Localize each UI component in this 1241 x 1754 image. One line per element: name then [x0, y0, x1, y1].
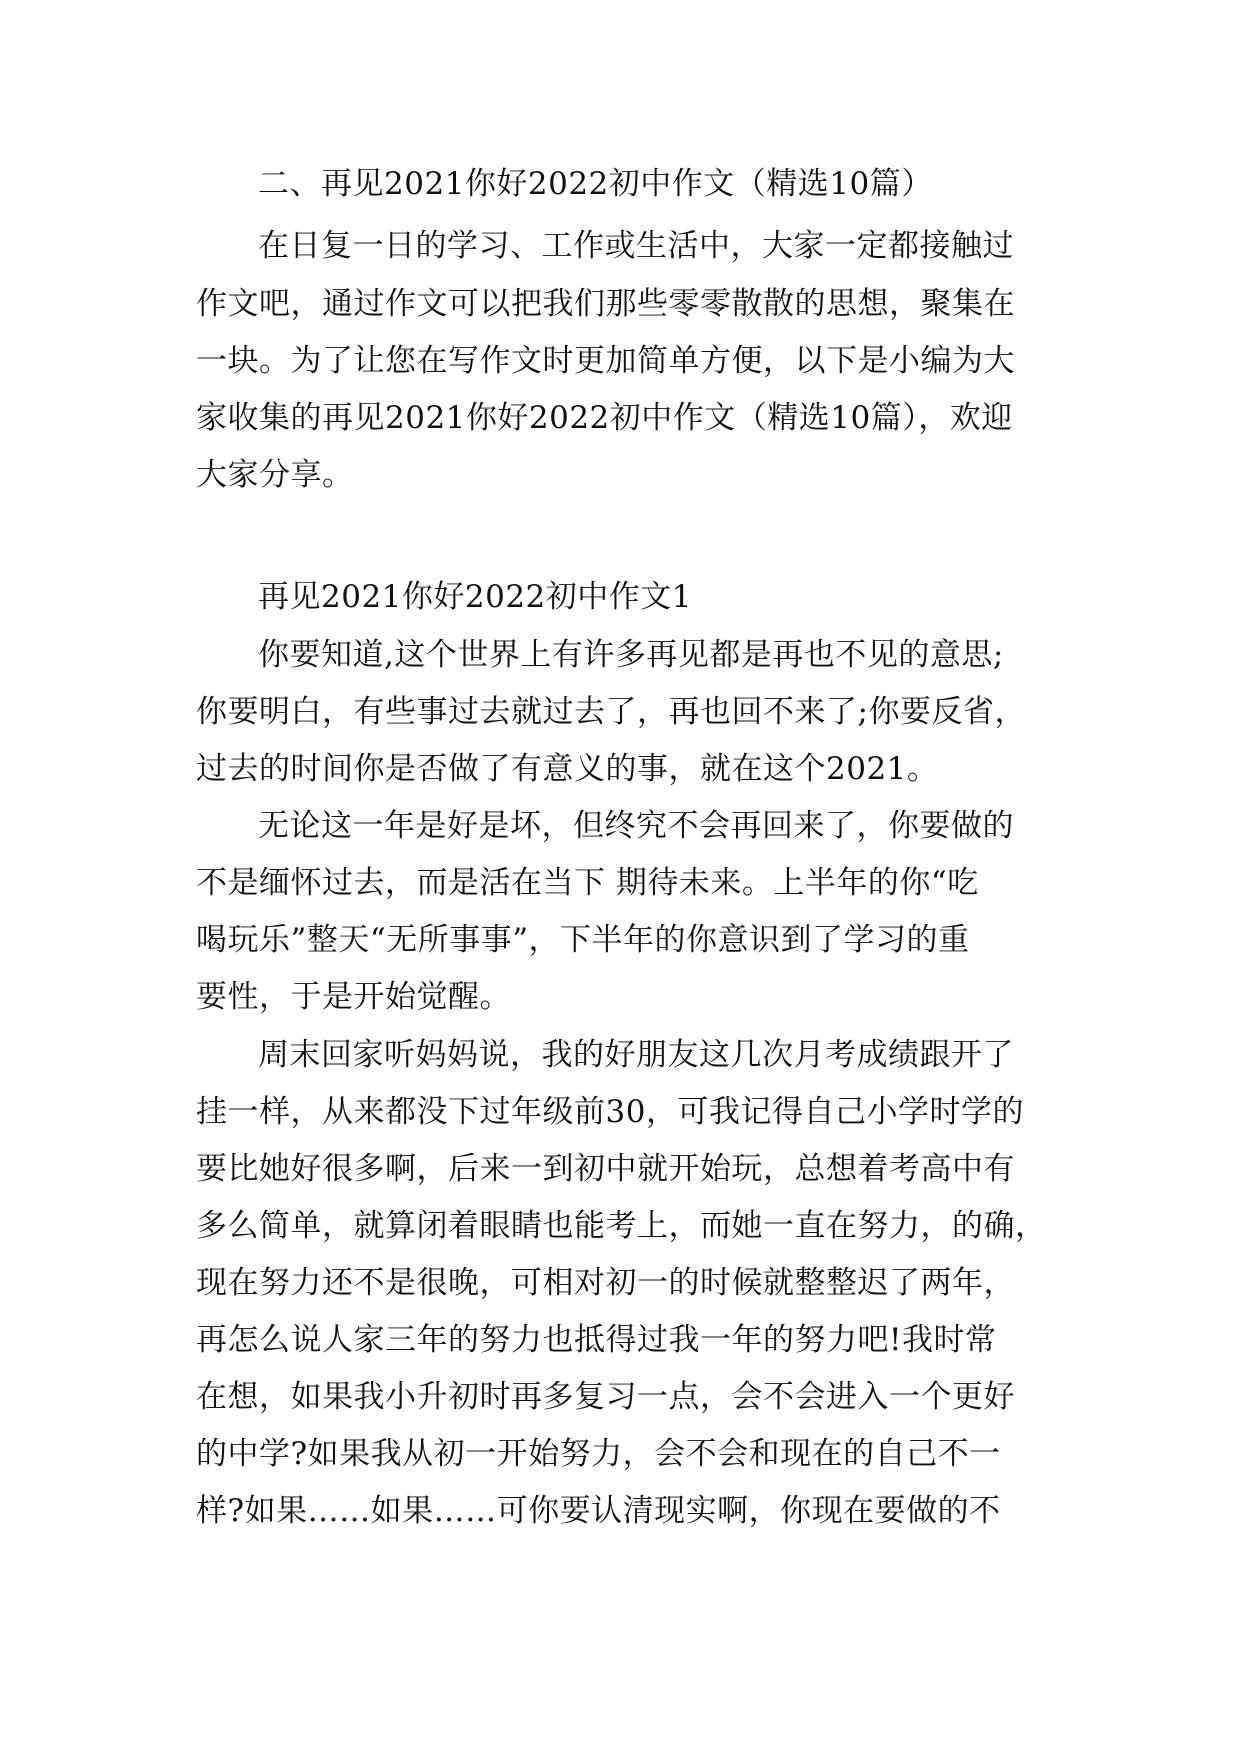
paragraph-line: 样?如果……如果……可你要认清现实啊，你现在要做的不	[196, 1493, 1001, 1529]
intro-line: 一块。为了让您在写作文时更加简单方便，以下是小编为大	[196, 343, 1015, 379]
paragraph-line: 挂一样，从来都没下过年级前30，可我记得自己小学时学的	[196, 1094, 1024, 1130]
paragraph-line: 的中学?如果我从初一开始努力，会不会和现在的自己不一	[196, 1436, 1001, 1472]
paragraph-line: 过去的时间你是否做了有意义的事，就在这个2021。	[196, 751, 939, 787]
essay-title: 再见2021你好2022初中作文1	[258, 579, 693, 615]
intro-line: 作文吧，通过作文可以把我们那些零零散散的思想，聚集在	[196, 286, 1015, 322]
paragraph-line: 要比她好很多啊，后来一到初中就开始玩，总想着考高中有	[196, 1151, 1015, 1187]
intro-line: 在日复一日的学习、工作或生活中，大家一定都接触过	[258, 228, 1014, 264]
paragraph-line: 周末回家听妈妈说，我的好朋友这几次月考成绩跟开了	[258, 1037, 1014, 1073]
paragraph-line: 再怎么说人家三年的努力也抵得过我一年的努力吧!我时常	[196, 1322, 997, 1358]
paragraph-line: 你要知道,这个世界上有许多再见都是再也不见的意思;	[258, 637, 1004, 673]
paragraph-line: 现在努力还不是很晚，可相对初一的时候就整整迟了两年，	[196, 1265, 1015, 1301]
paragraph-line: 要性，于是开始觉醒。	[196, 979, 511, 1015]
intro-line: 家收集的再见2021你好2022初中作文（精选10篇），欢迎	[196, 400, 1013, 436]
intro-line: 大家分享。	[196, 457, 354, 493]
paragraph-line: 在想，如果我小升初时再多复习一点，会不会进入一个更好	[196, 1379, 1015, 1415]
section-heading: 二、再见2021你好2022初中作文（精选10篇）	[258, 166, 933, 202]
paragraph-line: 你要明白，有些事过去就过去了，再也回不来了;你要反省，	[196, 694, 1026, 730]
paragraph-line: 多么简单，就算闭着眼睛也能考上，而她一直在努力，的确，	[196, 1208, 1047, 1244]
paragraph-line: 不是缅怀过去，而是活在当下 期待未来。上半年的你“吃	[196, 865, 979, 901]
paragraph-line: 无论这一年是好是坏，但终究不会再回来了，你要做的	[258, 808, 1014, 844]
paragraph-line: 喝玩乐”整天“无所事事”，下半年的你意识到了学习的重	[196, 922, 970, 958]
